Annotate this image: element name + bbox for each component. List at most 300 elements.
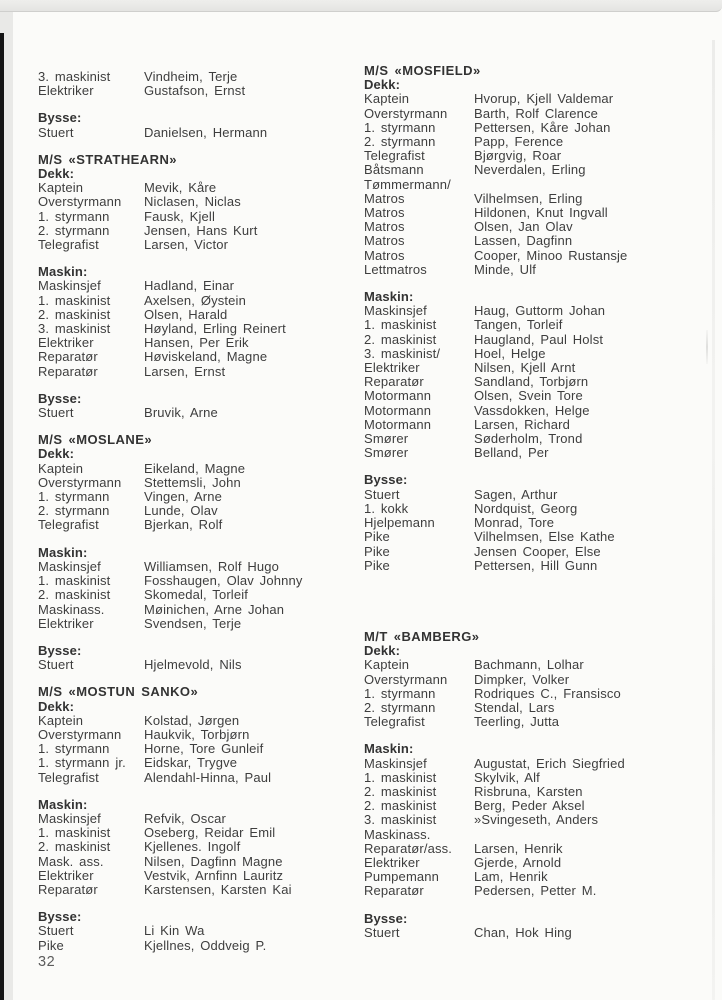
- crew-name: Olsen, Jan Olav: [474, 219, 573, 235]
- crew-role: Reparatør/ass.: [364, 840, 453, 856]
- crew-group: [364, 644, 712, 729]
- crew-name: Risbruna, Karsten: [474, 783, 583, 799]
- crew-row: [364, 178, 712, 192]
- crew-role: Matros: [364, 190, 405, 206]
- crew-role: Reparatør: [38, 363, 98, 379]
- crew-name: Søderholm, Trond: [474, 431, 583, 447]
- crew-row: [364, 545, 712, 559]
- crew-name: Haugland, Paul Holst: [474, 331, 604, 347]
- crew-group: [38, 700, 360, 785]
- crew-group: [38, 798, 360, 897]
- crew-group-header: Bysse:: [38, 642, 82, 658]
- crew-role: 1. maskinist: [38, 292, 111, 308]
- ship-section: [38, 153, 360, 420]
- crew-role: Matros: [364, 233, 405, 249]
- crew-row: [38, 560, 360, 574]
- crew-row: [38, 322, 360, 336]
- crew-name: Gustafson, Ernst: [144, 83, 246, 99]
- crew-role: Telegrafist: [38, 237, 99, 253]
- crew-row: [364, 673, 712, 687]
- crew-role: Telegrafist: [364, 714, 425, 730]
- crew-name: Vilhelmsen, Erling: [474, 190, 583, 206]
- crew-row: [364, 530, 712, 544]
- crew-name: Rodriques C., Fransisco: [474, 685, 621, 701]
- crew-row: [364, 771, 712, 785]
- crew-name: Vassdokken, Helge: [474, 402, 590, 418]
- crew-row: [38, 588, 360, 602]
- crew-name: [474, 178, 712, 192]
- crew-name: Mevik, Kåre: [144, 180, 217, 196]
- crew-name: Møinichen, Arne Johan: [144, 601, 285, 617]
- crew-name: Minde, Ulf: [474, 261, 537, 277]
- crew-row: [364, 107, 712, 121]
- crew-name: Skomedal, Torleif: [144, 587, 249, 603]
- crew-row: [364, 149, 712, 163]
- crew-row: [38, 883, 360, 897]
- crew-role: Overstyrmann: [364, 671, 448, 687]
- crew-role: 3. maskinist: [38, 69, 111, 84]
- crew-role: Pike: [38, 937, 64, 953]
- crew-row: [38, 617, 360, 631]
- crew-group: [38, 644, 360, 672]
- crew-row: [364, 446, 712, 460]
- crew-role: Maskinsjef: [364, 303, 427, 319]
- crew-group: [38, 447, 360, 532]
- crew-row: [364, 234, 712, 248]
- crew-group: [364, 290, 712, 460]
- crew-role: Elektriker: [38, 335, 94, 351]
- crew-name: [474, 828, 712, 842]
- crew-role: Hjelpemann: [364, 515, 435, 531]
- crew-role: Stuert: [364, 924, 400, 940]
- crew-name: Monrad, Tore: [474, 515, 555, 531]
- crew-name: Nilsen, Kjell Arnt: [474, 360, 576, 376]
- crew-name: Vestvik, Arnfinn Lauritz: [144, 867, 284, 883]
- crew-row: [364, 658, 712, 672]
- crew-role: 3. maskinist/: [364, 345, 441, 361]
- crew-name: Kjellnes, Oddveig P.: [144, 937, 267, 953]
- crew-row: [38, 70, 360, 84]
- column-left: [38, 70, 360, 953]
- crew-role: 2. maskinist: [38, 587, 111, 603]
- crew-name: Fosshaugen, Olav Johnny: [144, 573, 303, 589]
- crew-group: [364, 473, 712, 572]
- ship-section: [38, 433, 360, 672]
- crew-role: 2. styrmann: [38, 503, 110, 519]
- crew-row: [38, 826, 360, 840]
- page-number: 32: [38, 954, 56, 970]
- crew-row: [38, 181, 360, 195]
- crew-row: [38, 476, 360, 490]
- crew-role: Overstyrmann: [38, 474, 122, 490]
- crew-role: Overstyrmann: [364, 105, 448, 121]
- crew-name: Høviskeland, Magne: [144, 349, 268, 365]
- crew-name: Kolstad, Jørgen: [144, 712, 240, 728]
- crew-row: [364, 263, 712, 277]
- crew-name: Williamsen, Rolf Hugo: [144, 558, 280, 574]
- crew-row: [364, 206, 712, 220]
- crew-name: Alendahl-Hinna, Paul: [144, 769, 272, 785]
- crew-name: Stettemsli, John: [144, 474, 241, 490]
- crew-group: [38, 111, 360, 139]
- crew-name: Hildonen, Knut Ingvall: [474, 205, 608, 221]
- crew-name: Lassen, Dagfinn: [474, 233, 573, 249]
- crew-row: [38, 308, 360, 322]
- crew-group-header: Maskin:: [38, 796, 88, 812]
- crew-role: Telegrafist: [38, 769, 99, 785]
- crew-group: [38, 910, 360, 953]
- crew-row: [364, 135, 712, 149]
- crew-name: Oseberg, Reidar Emil: [144, 825, 276, 841]
- scan-left-edge-strip: [0, 33, 4, 1000]
- crew-role: 1. styrmann jr.: [38, 755, 126, 771]
- crew-role: Kaptein: [364, 657, 410, 673]
- crew-role: 3. maskinist: [364, 812, 437, 828]
- crew-name: Svendsen, Terje: [144, 615, 242, 631]
- crew-role: Matros: [364, 247, 405, 263]
- crew-role: Lettmatros: [364, 261, 427, 277]
- crew-role: Elektriker: [38, 615, 94, 631]
- crew-group: [38, 70, 360, 98]
- crew-row: [38, 603, 360, 617]
- crew-role: Overstyrmann: [38, 726, 122, 742]
- crew-name: Danielsen, Hermann: [144, 124, 268, 140]
- crew-name: Horne, Tore Gunleif: [144, 741, 264, 757]
- crew-role: Reparatør: [38, 349, 98, 365]
- crew-row: [38, 365, 360, 379]
- crew-role: 2. maskinist: [364, 331, 437, 347]
- crew-name: Axelsen, Øystein: [144, 292, 246, 308]
- crew-role: Maskinsjef: [364, 755, 427, 771]
- crew-name: Lam, Henrik: [474, 869, 548, 885]
- crew-role: Motormann: [364, 388, 432, 404]
- crew-role: Kaptein: [38, 180, 84, 196]
- crew-role: Elektriker: [364, 854, 420, 870]
- crew-name: Olsen, Harald: [144, 306, 228, 322]
- crew-role: Elektriker: [38, 83, 94, 99]
- crew-row: [38, 224, 360, 238]
- crew-name: Chan, Hok Hing: [474, 924, 572, 940]
- crew-role: Stuert: [38, 405, 74, 421]
- crew-row: [364, 249, 712, 263]
- crew-name: Hvorup, Kjell Valdemar: [474, 91, 614, 107]
- crew-row: [38, 195, 360, 209]
- crew-role: 1. maskinist: [364, 769, 437, 785]
- crew-row: [38, 84, 360, 98]
- crew-role: 1. styrmann: [364, 685, 436, 701]
- crew-name: Gjerde, Arnold: [474, 854, 562, 870]
- scan-right-edge-streak: [712, 40, 715, 1000]
- crew-name: Eidskar, Trygve: [144, 755, 238, 771]
- crew-row: [364, 715, 712, 729]
- crew-role: Motormann: [364, 402, 432, 418]
- crew-role: Telegrafist: [38, 517, 99, 533]
- crew-name: Jensen, Hans Kurt: [144, 222, 258, 238]
- crew-name: Belland, Per: [474, 445, 549, 461]
- crew-row: [364, 926, 712, 940]
- crew-name: »Svingeseth, Anders: [474, 812, 599, 828]
- crew-row: [38, 350, 360, 364]
- ship-title: M/S «MOSLANE»: [38, 432, 153, 448]
- crew-row: [364, 828, 712, 842]
- crew-role: 1. styrmann: [364, 119, 436, 135]
- crew-group-header: Maskin:: [38, 264, 88, 280]
- crew-group: [364, 78, 712, 277]
- crew-row: [38, 279, 360, 293]
- crew-name: Barth, Rolf Clarence: [474, 105, 599, 121]
- crew-group: [364, 742, 712, 898]
- crew-role: Tømmermann/: [364, 176, 451, 192]
- crew-row: [38, 742, 360, 756]
- crew-row: [38, 238, 360, 252]
- crew-row: [38, 518, 360, 532]
- crew-name: Vindheim, Terje: [144, 69, 238, 84]
- crew-row: [364, 757, 712, 771]
- crew-row: [38, 924, 360, 938]
- crew-role: Pike: [364, 543, 390, 559]
- crew-role: 2. styrmann: [364, 699, 436, 715]
- crew-group-header: Bysse:: [38, 909, 82, 925]
- crew-group-header: Maskin:: [38, 544, 88, 560]
- crew-role: Mask. ass.: [38, 853, 104, 869]
- crew-row: [38, 728, 360, 742]
- crew-role: 1. maskinist: [38, 573, 111, 589]
- crew-row: [364, 121, 712, 135]
- crew-group: [38, 546, 360, 631]
- crew-row: [364, 516, 712, 530]
- crew-role: 2. maskinist: [364, 783, 437, 799]
- crew-row: [364, 375, 712, 389]
- crew-role: Stuert: [38, 923, 74, 939]
- crew-name: Bachmann, Lolhar: [474, 657, 584, 673]
- crew-row: [364, 418, 712, 432]
- crew-group: [38, 392, 360, 420]
- ship-section: [364, 64, 712, 573]
- crew-row: [364, 856, 712, 870]
- crew-name: Larsen, Ernst: [144, 363, 226, 379]
- crew-row: [364, 220, 712, 234]
- crew-name: Tangen, Torleif: [474, 317, 563, 333]
- crew-role: 3. maskinist: [38, 321, 111, 337]
- crew-row: [38, 126, 360, 140]
- crew-name: Dimpker, Volker: [474, 671, 570, 687]
- crew-role: 1. styrmann: [38, 208, 110, 224]
- crew-name: Lunde, Olav: [144, 503, 218, 519]
- crew-row: [364, 92, 712, 106]
- crew-group: [364, 912, 712, 940]
- crew-role: 2. maskinist: [38, 306, 111, 322]
- crew-row: [38, 504, 360, 518]
- crew-row: [38, 574, 360, 588]
- crew-row: [364, 799, 712, 813]
- crew-name: Hansen, Per Erik: [144, 335, 249, 351]
- crew-role: Matros: [364, 205, 405, 221]
- crew-row: [364, 884, 712, 898]
- crew-name: Kjellenes. Ingolf: [144, 839, 241, 855]
- crew-role: Stuert: [38, 657, 74, 673]
- crew-role: 1. maskinist: [38, 825, 111, 841]
- crew-role: 1. styrmann: [38, 489, 110, 505]
- crew-name: Haukvik, Torbjørn: [144, 726, 250, 742]
- crew-name: Li Kin Wa: [144, 923, 205, 939]
- crew-role: Reparatør: [364, 883, 424, 899]
- crew-row: [38, 658, 360, 672]
- crew-role: Elektriker: [364, 360, 420, 376]
- crew-row: [38, 294, 360, 308]
- crew-name: Fausk, Kjell: [144, 208, 215, 224]
- crew-group-header: Bysse:: [364, 472, 408, 488]
- crew-row: [364, 813, 712, 827]
- crew-row: [364, 687, 712, 701]
- crew-role: 2. styrmann: [364, 134, 436, 150]
- crew-group-header: Bysse:: [38, 110, 82, 126]
- crew-role: 2. maskinist: [364, 798, 437, 814]
- crew-role: Maskinsjef: [38, 278, 101, 294]
- ship-title: M/S «MOSTUN SANKO»: [38, 684, 199, 700]
- crew-role: Pumpemann: [364, 869, 440, 885]
- crew-name: Karstensen, Karsten Kai: [144, 881, 292, 897]
- crew-row: [364, 192, 712, 206]
- crew-row: [38, 939, 360, 953]
- crew-role: 1. kokk: [364, 500, 409, 516]
- crew-row: [364, 870, 712, 884]
- ship-section: [38, 70, 360, 140]
- crew-row: [38, 462, 360, 476]
- crew-row: [364, 304, 712, 318]
- crew-role: Maskinass.: [38, 601, 105, 617]
- crew-row: [38, 336, 360, 350]
- column-right: [364, 64, 712, 940]
- crew-row: [364, 361, 712, 375]
- crew-role: Maskinsjef: [38, 558, 101, 574]
- crew-row: [38, 812, 360, 826]
- crew-name: Teerling, Jutta: [474, 714, 560, 730]
- crew-name: Bjerkan, Rolf: [144, 517, 223, 533]
- crew-name: Hadland, Einar: [144, 278, 235, 294]
- crew-name: Skylvik, Alf: [474, 769, 540, 785]
- crew-role: Kaptein: [364, 91, 410, 107]
- crew-role: Pike: [364, 557, 390, 573]
- crew-group-header: Dekk:: [364, 643, 401, 659]
- crew-role: Pike: [364, 529, 390, 545]
- crew-name: Neverdalen, Erling: [474, 162, 586, 178]
- crew-row: [364, 488, 712, 502]
- crew-name: Høyland, Erling Reinert: [144, 321, 286, 337]
- crew-name: Vilhelmsen, Else Kathe: [474, 529, 615, 545]
- crew-role: Motormann: [364, 416, 432, 432]
- crew-name: Papp, Ference: [474, 134, 564, 150]
- ship-title: M/T «BAMBERG»: [364, 628, 480, 644]
- crew-name: Berg, Peder Aksel: [474, 798, 585, 814]
- crew-role: Maskinass.: [364, 826, 431, 842]
- crew-group-header: Dekk:: [38, 446, 75, 462]
- crew-name: Larsen, Victor: [144, 237, 229, 253]
- crew-row: [364, 842, 712, 856]
- crew-group-header: Bysse:: [364, 910, 408, 926]
- crew-role: Stuert: [38, 124, 74, 140]
- crew-group: [38, 265, 360, 379]
- crew-row: [364, 389, 712, 403]
- crew-group-header: Dekk:: [38, 698, 75, 714]
- crew-row: [364, 318, 712, 332]
- ship-section: [364, 630, 712, 940]
- crew-role: 1. maskinist: [364, 317, 437, 333]
- crew-group-header: Maskin:: [364, 289, 414, 305]
- crew-row: [38, 490, 360, 504]
- crew-role: Maskinsjef: [38, 810, 101, 826]
- crew-name: Eikeland, Magne: [144, 460, 246, 476]
- crew-name: Niclasen, Niclas: [144, 194, 241, 210]
- crew-row: [364, 432, 712, 446]
- crew-name: Nordquist, Georg: [474, 500, 578, 516]
- crew-name: Olsen, Svein Tore: [474, 388, 583, 404]
- crew-role: Elektriker: [38, 867, 94, 883]
- crew-name: Pedersen, Petter M.: [474, 883, 597, 899]
- crew-name: Larsen, Richard: [474, 416, 571, 432]
- crew-name: Cooper, Minoo Rustansje: [474, 247, 628, 263]
- crew-name: Refvik, Oscar: [144, 810, 226, 826]
- crew-row: [364, 701, 712, 715]
- crew-name: Sagen, Arthur: [474, 486, 558, 502]
- ship-title: M/S «MOSFIELD»: [364, 63, 481, 78]
- crew-group: [38, 167, 360, 252]
- crew-role: Smører: [364, 445, 409, 461]
- crew-role: Båtsmann: [364, 162, 424, 178]
- crew-role: Stuert: [364, 486, 400, 502]
- crew-row: [364, 163, 712, 177]
- crew-role: 1. styrmann: [38, 741, 110, 757]
- crew-name: Stendal, Lars: [474, 699, 555, 715]
- scan-top-edge: [0, 0, 722, 12]
- crew-role: Reparatør: [364, 374, 424, 390]
- crew-role: 2. styrmann: [38, 222, 110, 238]
- crew-role: Smører: [364, 431, 409, 447]
- crew-role: Matros: [364, 219, 405, 235]
- crew-name: Hjelmevold, Nils: [144, 657, 242, 673]
- crew-row: [364, 347, 712, 361]
- crew-row: [38, 771, 360, 785]
- crew-role: 2. maskinist: [38, 839, 111, 855]
- ship-title: M/S «STRATHEARN»: [38, 151, 177, 167]
- crew-row: [38, 869, 360, 883]
- crew-name: Nilsen, Dagfinn Magne: [144, 853, 283, 869]
- crew-row: [38, 406, 360, 420]
- crew-name: Augustat, Erich Siegfried: [474, 755, 625, 771]
- crew-row: [364, 333, 712, 347]
- crew-row: [38, 855, 360, 869]
- crew-role: Reparatør: [38, 881, 98, 897]
- crew-name: Vingen, Arne: [144, 489, 223, 505]
- crew-row: [38, 210, 360, 224]
- crew-row: [364, 559, 712, 573]
- crew-role: Kaptein: [38, 712, 84, 728]
- crew-name: Bjørgvig, Roar: [474, 148, 562, 164]
- crew-row: [38, 714, 360, 728]
- crew-name: Hoel, Helge: [474, 345, 546, 361]
- crew-row: [364, 502, 712, 516]
- crew-name: Bruvik, Arne: [144, 405, 218, 421]
- crew-row: [38, 840, 360, 854]
- crew-name: Pettersen, Hill Gunn: [474, 557, 598, 573]
- crew-row: [364, 785, 712, 799]
- crew-role: Overstyrmann: [38, 194, 122, 210]
- ship-section: [38, 685, 360, 952]
- crew-name: Pettersen, Kåre Johan: [474, 119, 611, 135]
- crew-row: [38, 756, 360, 770]
- crew-role: Kaptein: [38, 460, 84, 476]
- crew-name: Larsen, Henrik: [474, 840, 563, 856]
- crew-group-header: Dekk:: [364, 77, 401, 93]
